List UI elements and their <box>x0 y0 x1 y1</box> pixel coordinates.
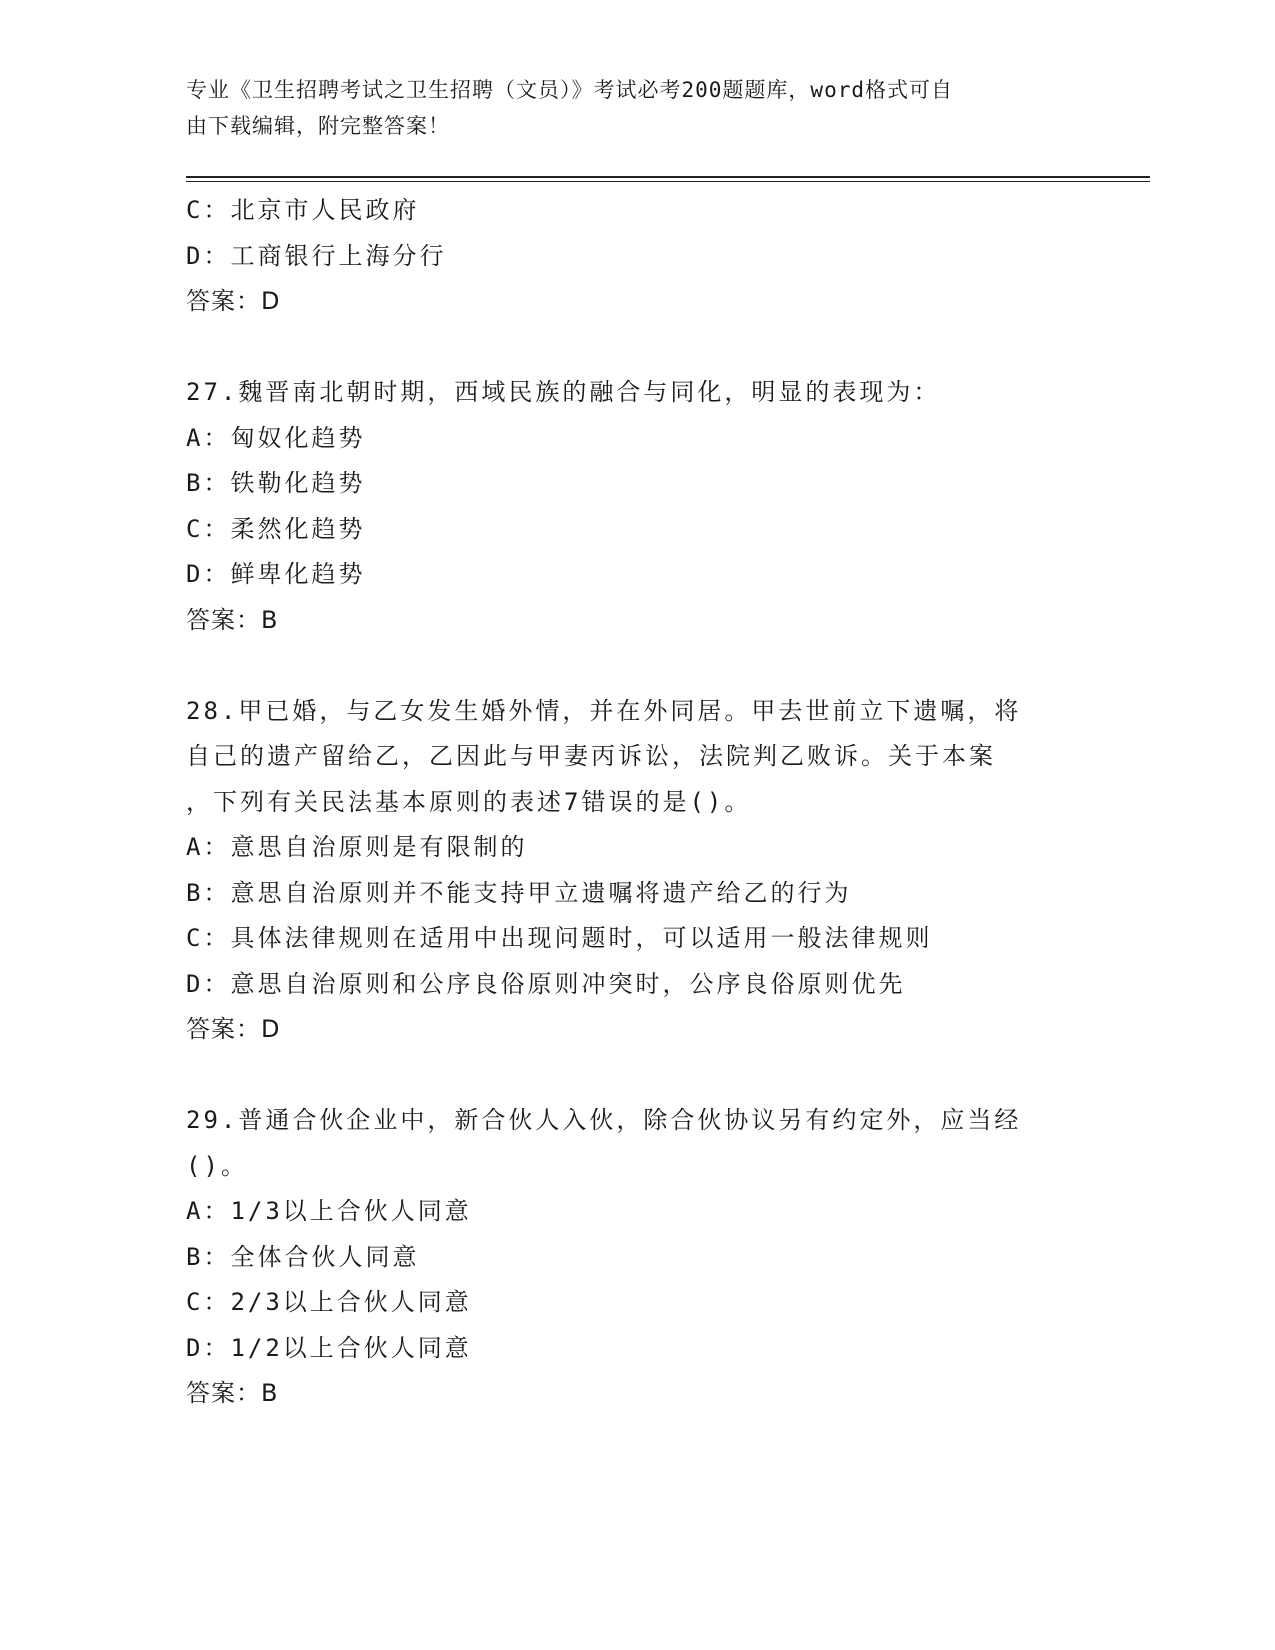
option: C：柔然化趋势 <box>186 514 366 543</box>
option: B：意思自治原则并不能支持甲立遗嘱将遗产给乙的行为 <box>186 878 852 907</box>
option: C：具体法律规则在适用中出现问题时，可以适用一般法律规则 <box>186 924 933 952</box>
option: D：意思自治原则和公序良俗原则冲突时，公序良俗原则优先 <box>186 969 906 998</box>
option: D：工商银行上海分行 <box>186 241 447 270</box>
question-28 <box>186 689 1086 1053</box>
question-29 <box>186 1098 1086 1417</box>
option: A：匈奴化趋势 <box>186 423 366 452</box>
option: C：北京市人民政府 <box>186 196 420 224</box>
header-line: 专业《卫生招聘考试之卫生招聘（文员）》考试必考200题题库，word格式可自 <box>186 78 953 102</box>
option: D：1/2以上合伙人同意 <box>186 1333 472 1362</box>
answer: 答案：D <box>186 1015 281 1043</box>
header-line: 由下载编辑，附完整答案！ <box>186 114 450 138</box>
option: A：1/3以上合伙人同意 <box>186 1197 472 1225</box>
answer: 答案：D <box>186 287 281 315</box>
question-list <box>186 188 1086 1417</box>
option: B：全体合伙人同意 <box>186 1242 420 1271</box>
page-header <box>186 72 1066 144</box>
question-27 <box>186 370 1086 643</box>
option: B：铁勒化趋势 <box>186 469 366 497</box>
question-stem: ，下列有关民法基本原则的表述7错误的是()。 <box>186 787 752 816</box>
question-stem: ()。 <box>186 1151 248 1180</box>
question-stem: 27.魏晋南北朝时期，西域民族的融合与同化，明显的表现为： <box>186 378 941 406</box>
header-divider <box>186 176 1150 182</box>
answer: 答案：B <box>186 1379 279 1407</box>
question-continuation <box>186 188 1086 325</box>
answer: 答案：B <box>186 605 279 634</box>
option: D：鲜卑化趋势 <box>186 560 366 588</box>
question-stem: 自己的遗产留给乙，乙因此与甲妻丙诉讼，法院判乙败诉。关于本案 <box>186 742 996 770</box>
question-stem: 28.甲已婚，与乙女发生婚外情，并在外同居。甲去世前立下遗嘱，将 <box>186 696 1022 725</box>
question-stem: 29.普通合伙企业中，新合伙人入伙，除合伙协议另有约定外，应当经 <box>186 1106 1022 1134</box>
option: A：意思自治原则是有限制的 <box>186 833 528 861</box>
option: C：2/3以上合伙人同意 <box>186 1288 472 1316</box>
